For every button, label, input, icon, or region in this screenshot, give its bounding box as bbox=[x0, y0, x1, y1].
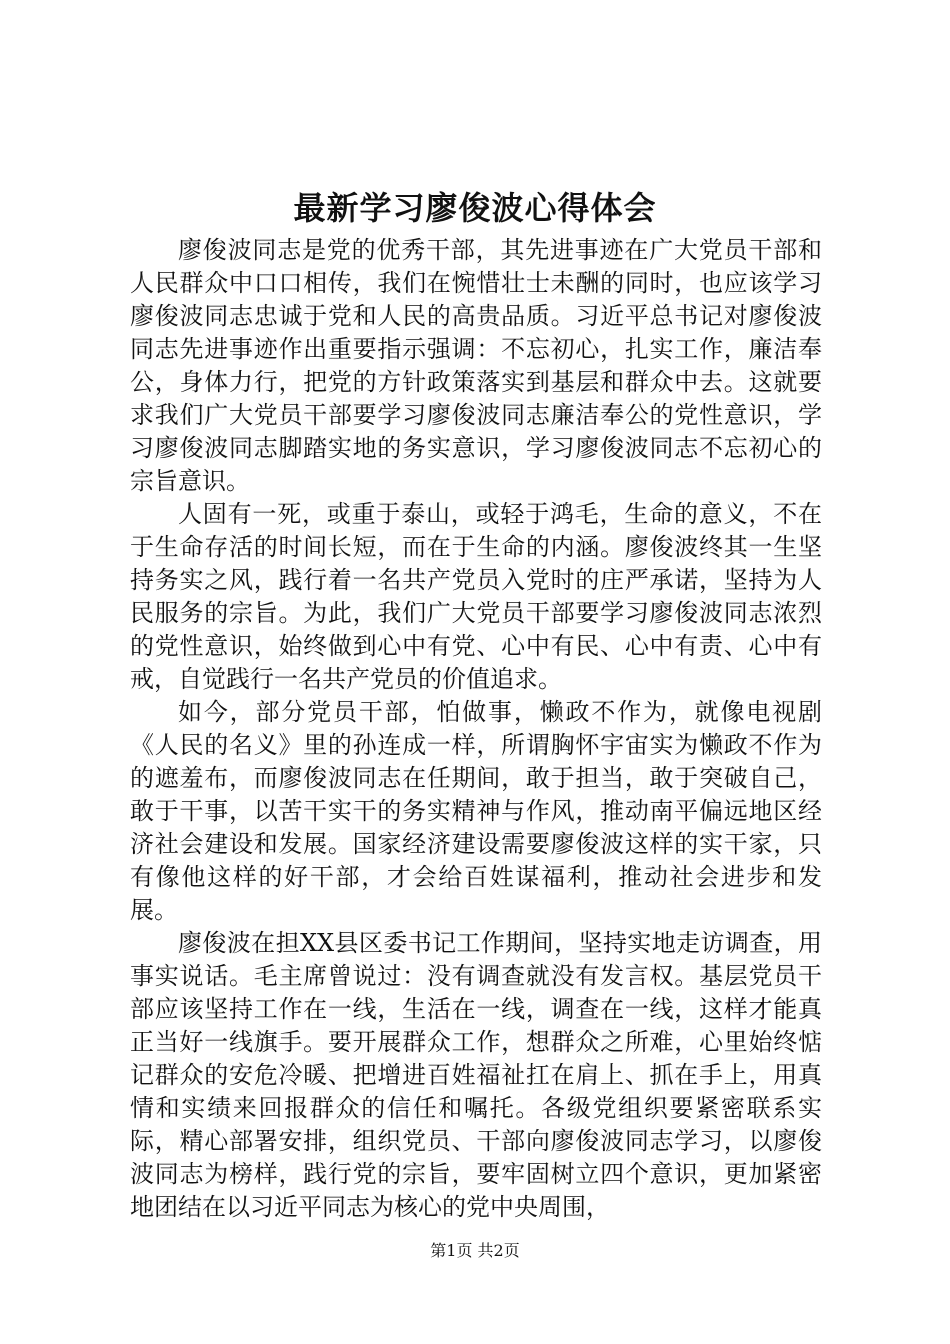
document-title: 最新学习廖俊波心得体会 bbox=[293, 189, 657, 227]
paragraph-3: 如今，部分党员干部，怕做事，懒政不作为，就像电视剧《人民的名义》里的孙连成一样，所谓胸怀宇宙实为懒政不作为的遮羞布，而廖俊波同志在任期间，敢于担当，敢于突破自己，敢于干事，以苦干实干的务实精神与作风，推动南平偏远地区经济社会建设和发展。国家经济建设需要廖俊波这样的实干家，只有像他这样的好干部，才会给百姓谋福利，推动社会进步和发展。 bbox=[130, 698, 822, 924]
page-footer: 第1页 共2页 bbox=[430, 1241, 520, 1260]
document-body bbox=[130, 234, 822, 1224]
paragraph-4: 廖俊波在担XX县区委书记工作期间，坚持实地走访调查，用事实说话。毛主席曾说过：没有调查就没有发言权。基层党员干部应该坚持工作在一线，生活在一线，调查在一线，这样才能真正当好一线旗手。要开展群众工作，想群众之所难，心里始终惦记群众的安危冷暖、把增进百姓福祉扛在肩上、抓在手上，用真情和实绩来回报群众的信任和嘱托。各级党组织要紧密联系实际，精心部署安排，组织党员、干部向廖俊波同志学习，以廖俊波同志为榜样，践行党的宗旨，要牢固树立四个意识，更加紧密地团结在以习近平同志为核心的党中央周围， bbox=[130, 929, 822, 1221]
paragraph-2: 人固有一死，或重于泰山，或轻于鸿毛，生命的意义，不在于生命存活的时间长短，而在于生命的内涵。廖俊波终其一生坚持务实之风，践行着一名共产党员入党时的庄严承诺，坚持为人民服务的宗旨。为此，我们广大党员干部要学习廖俊波同志浓烈的党性意识，始终做到心中有党、心中有民、心中有责、心中有戒，自觉践行一名共产党员的价值追求。 bbox=[130, 500, 822, 693]
paragraph-1: 廖俊波同志是党的优秀干部，其先进事迹在广大党员干部和人民群众中口口相传，我们在惋惜壮士未酬的同时，也应该学习廖俊波同志忠诚于党和人民的高贵品质。习近平总书记对廖俊波同志先进事迹作出重要指示强调：不忘初心，扎实工作，廉洁奉公，身体力行，把党的方针政策落实到基层和群众中去。这就要求我们广大党员干部要学习廖俊波同志廉洁奉公的党性意识，学习廖俊波同志脚踏实地的务实意识，学习廖俊波同志不忘初心的宗旨意识。 bbox=[130, 236, 822, 495]
